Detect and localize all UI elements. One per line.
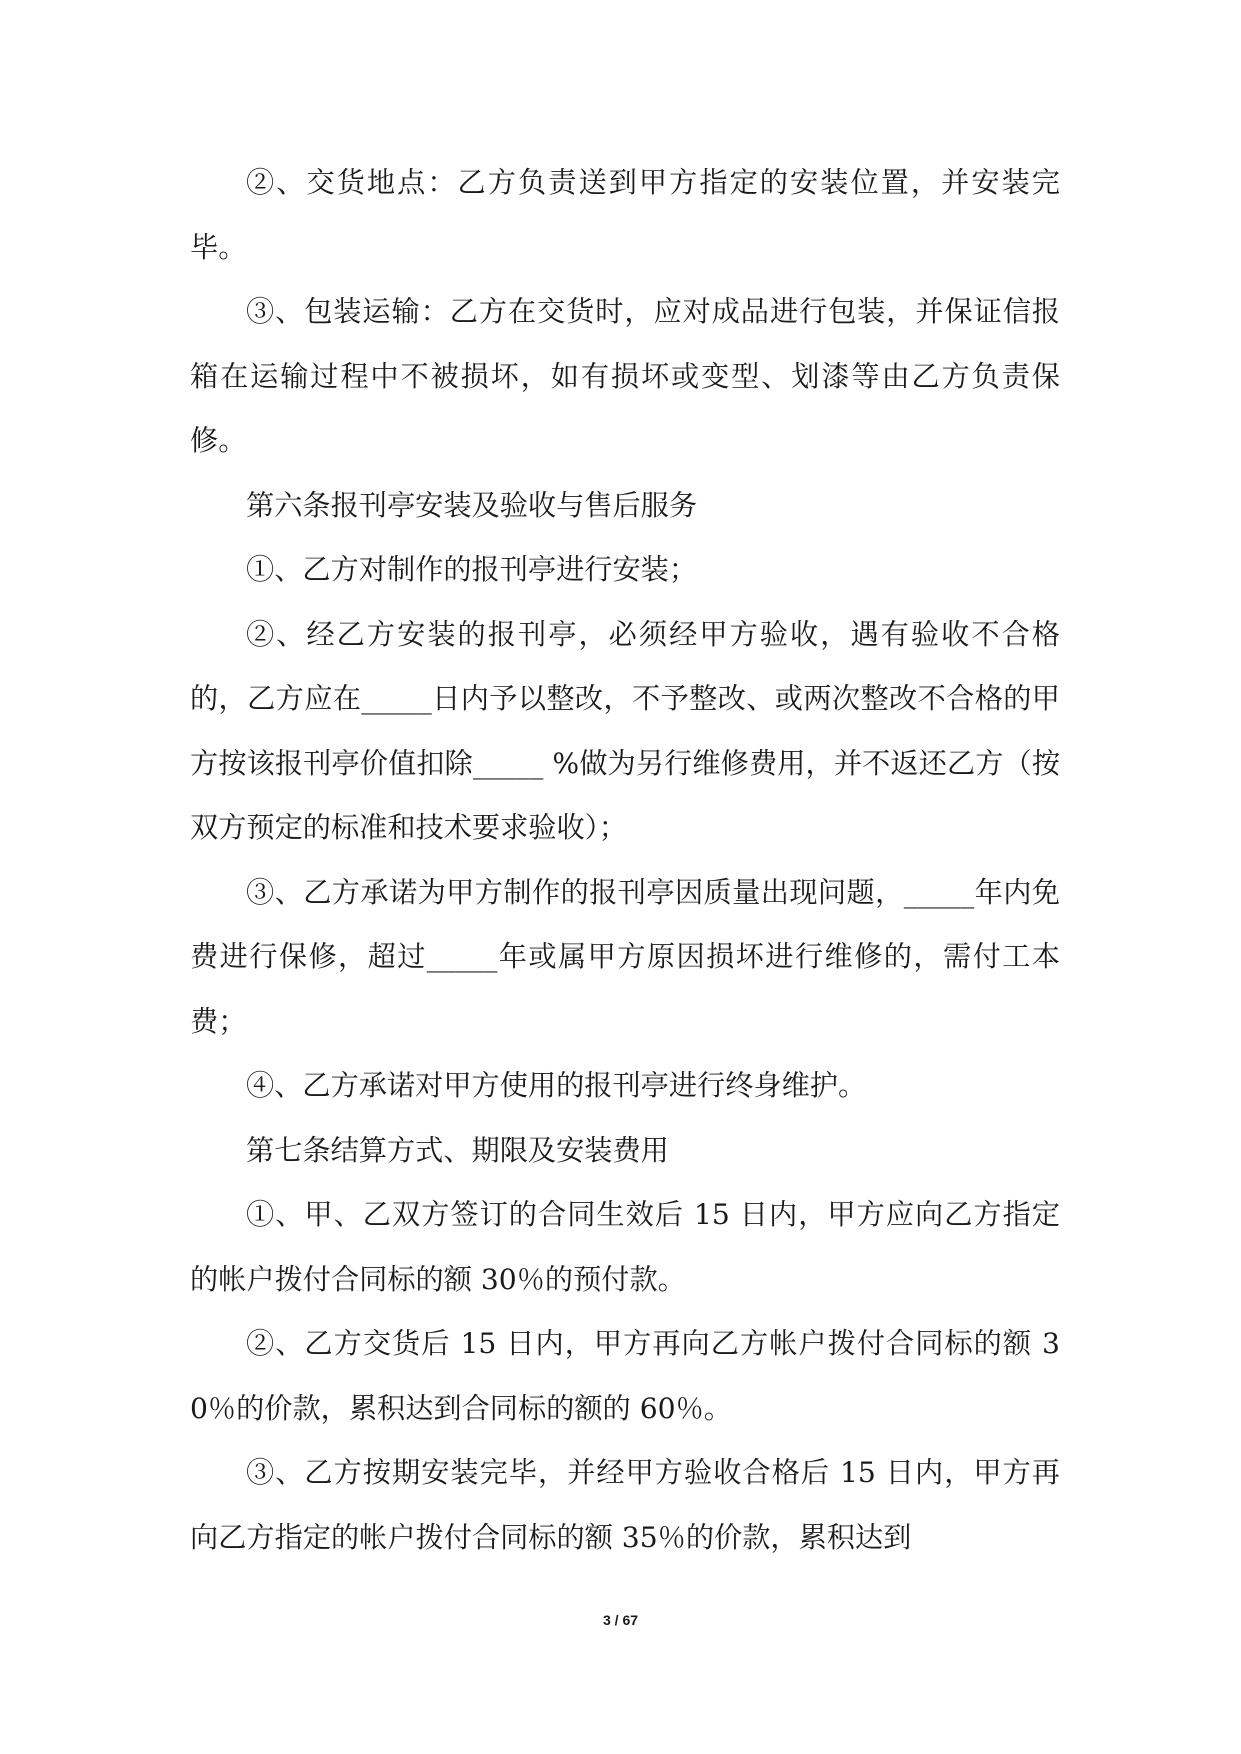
- document-body: [190, 151, 1060, 1570]
- paragraph-installation: ①、乙方对制作的报刊亭进行安装；: [246, 553, 698, 586]
- paragraph-advance-payment: ①、甲、乙双方签订的合同生效后 15 日内，甲方应向乙方指定的帐户拨付合同标的额 30％的预付款。: [190, 1198, 1060, 1296]
- paragraph-packaging-transport: ③、包装运输：乙方在交货时，应对成品进行包装，并保证信报箱在运输过程中不被损坏，如有损坏或变型、划漆等由乙方负责保修。: [190, 295, 1060, 457]
- paragraph-acceptance-payment: ③、乙方按期安装完毕，并经甲方验收合格后 15 日内，甲方再向乙方指定的帐户拨付合同标的额 35％的价款，累积达到: [190, 1456, 1060, 1554]
- page-number: 3 / 67: [602, 1612, 639, 1628]
- paragraph-delivery-payment: ②、乙方交货后 15 日内，甲方再向乙方帐户拨付合同标的额 30％的价款，累积达到合同标的额的 60％。: [190, 1327, 1060, 1425]
- paragraph-warranty: ③、乙方承诺为甲方制作的报刊亭因质量出现问题，_____年内免费进行保修，超过_____年或属甲方原因损坏进行维修的，需付工本费；: [190, 875, 1060, 1038]
- paragraph-delivery-location: ②、交货地点：乙方负责送到甲方指定的安装位置，并安装完毕。: [190, 166, 1060, 264]
- heading-article-seven: 第七条结算方式、期限及安装费用: [246, 1133, 669, 1167]
- paragraph-acceptance: ②、经乙方安装的报刊亭，必须经甲方验收，遇有验收不合格的，乙方应在_____日内予以整改，不予整改、或两次整改不合格的甲方按该报刊亭价值扣除_____ %做为另行维修费用，并不返还乙方（按双方预定的标准和技术要求验收）；: [190, 617, 1060, 844]
- heading-article-six: 第六条报刊亭安装及验收与售后服务: [246, 488, 698, 522]
- paragraph-lifetime-maintenance: ④、乙方承诺对甲方使用的报刊亭进行终身维护。: [246, 1069, 867, 1102]
